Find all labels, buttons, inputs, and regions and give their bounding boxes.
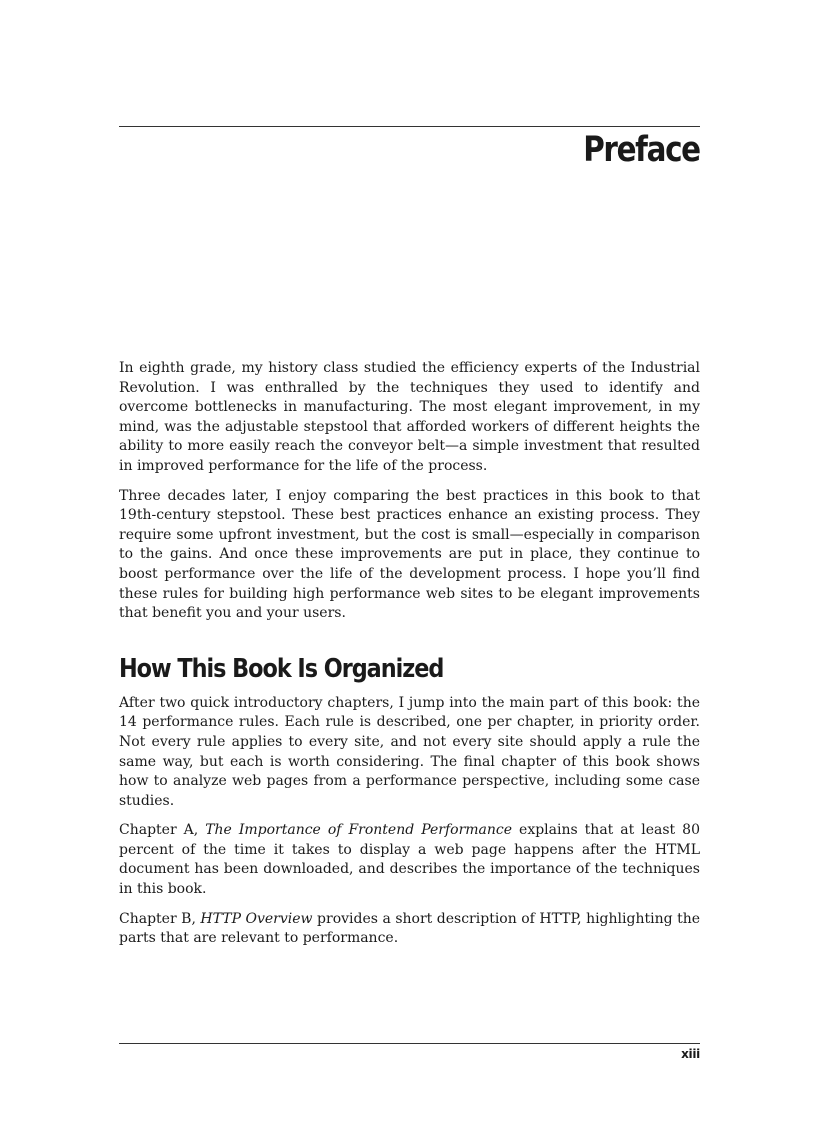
top-rule: [119, 126, 700, 127]
chapter-b-description: provides a short description of HTTP, highlighting the parts that are relevant to performance.: [119, 910, 700, 947]
bottom-rule: [119, 1043, 700, 1044]
chapter-b-paragraph: [119, 910, 700, 949]
body-text: [119, 359, 700, 959]
chapter-b-title: HTTP Overview: [200, 910, 313, 927]
chapter-a-title: The Importance of Frontend Performance: [205, 822, 513, 839]
intro-paragraph-2: Three decades later, I enjoy comparing the best practices in this book to that 19th-century stepstool. These best practices enhance an existing process. They require some upfront investment, but the cost is small—especially in comparison to the gains. And once these improvements are put in place, they continue to boost performance over the life of the development process. I hope you’ll find these rules for building high performance web sites to be elegant improvements that benefit you and your users.: [119, 487, 700, 622]
intro-paragraph-1: In eighth grade, my history class studied the efficiency experts of the Industrial Revolution. I was enthralled by the techniques they used to identify and overcome bottlenecks in manufacturing. The most elegant improvement, in my mind, was the adjustable stepstool that afforded workers of different heights the ability to more easily reach the conveyor belt—a simple investment that resulted in improved performance for the life of the process.: [119, 360, 700, 474]
section-heading: How This Book Is Organized: [119, 653, 444, 684]
organization-overview-paragraph: After two quick introductory chapters, I jump into the main part of this book: the 14 performance rules. Each rule is described, one per chapter, in priority order. Not every rule applies to every site, and not every site should apply a rule the same way, but each is worth considering. The final chapter of this book shows how to analyze web pages from a performance perspective, including some case studies.: [119, 694, 700, 809]
chapter-a-description: explains that at least 80 percent of the time it takes to display a web page happens after the HTML document has been downloaded, and describes the importance of the techniques in this book.: [119, 822, 700, 898]
chapter-title: Preface: [583, 130, 700, 170]
chapter-a-paragraph: [119, 821, 700, 899]
chapter-b-prefix: Chapter B,: [119, 910, 201, 927]
page-number: xiii: [681, 1047, 700, 1061]
chapter-a-prefix: Chapter A,: [119, 822, 206, 839]
